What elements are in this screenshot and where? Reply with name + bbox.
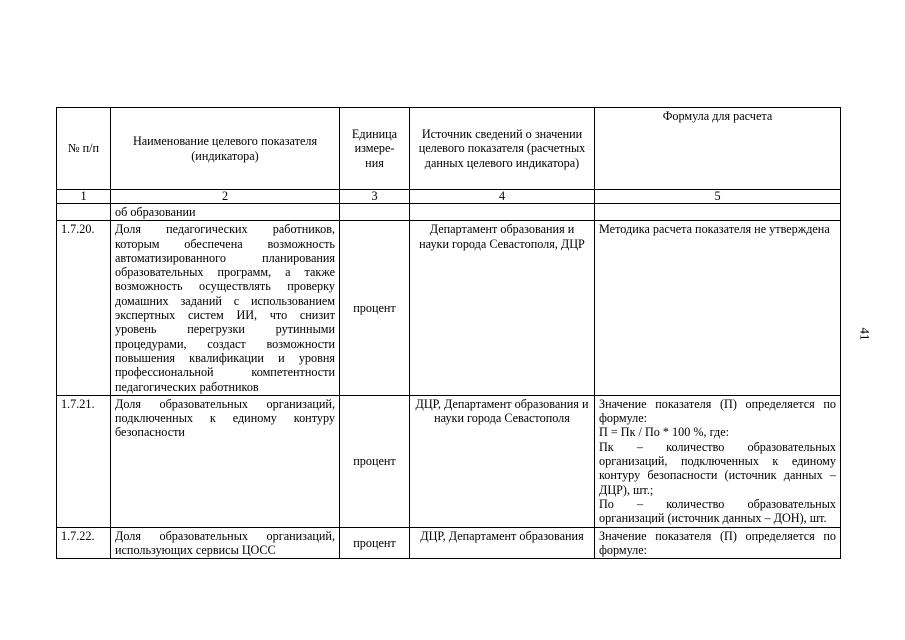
table-row xyxy=(57,527,841,559)
column-number-row xyxy=(57,190,841,204)
row-number: 1.7.21. xyxy=(57,395,111,527)
source-cell: ДЦР, Департамент образования xyxy=(410,527,595,559)
table-header-row xyxy=(57,108,841,190)
formula-cell: Методика расчета показателя не утверждена xyxy=(595,221,841,396)
formula-line: Пк – количество образовательных организаций, подключенных к единому контуру безопасности (источник данных – ДЦР), шт.; xyxy=(599,439,836,497)
row-number: 1.7.20. xyxy=(57,221,111,396)
indicator-name: Доля педагогических работников, которым обеспечена возможность автоматизированного планирования образовательных программ, а также возможность осуществлять проверку домашних заданий с использованием экспертных систем ИИ, что снизит уровень перегрузки рутинными процедурами, создаст возможности повышения квалификации и уровня профессиональной компетентности педагогических работников xyxy=(111,221,340,396)
page-number: 41 xyxy=(857,327,873,341)
header-indicator-name: Наименование целевого показателя (индикатора) xyxy=(111,108,340,190)
column-number: 2 xyxy=(111,190,340,204)
unit-cell: процент xyxy=(340,527,410,559)
source-cell: ДЦР, Департамент образования и науки города Севастополя xyxy=(410,395,595,527)
table-row xyxy=(57,221,841,396)
header-unit: Единица измере- ния xyxy=(340,108,410,190)
column-number: 1 xyxy=(57,190,111,204)
indicators-table xyxy=(56,107,841,559)
header-source: Источник сведений о значении целевого показателя (расчетных данных целевого индикатора) xyxy=(410,108,595,190)
header-number: № п/п xyxy=(57,108,111,190)
formula-line: По – количество образовательных организаций (источник данных – ДОН), шт. xyxy=(599,496,836,526)
header-formula: Формула для расчета xyxy=(595,108,841,190)
column-number: 3 xyxy=(340,190,410,204)
formula-line: П = Пк / По * 100 %, где: xyxy=(599,425,730,440)
indicator-name: Доля образовательных организаций, подключенных к единому контуру безопасности xyxy=(111,395,340,527)
indicator-name: об образовании xyxy=(111,204,340,221)
table-row xyxy=(57,395,841,527)
row-number: 1.7.22. xyxy=(57,527,111,559)
unit-cell: процент xyxy=(340,395,410,527)
column-number: 4 xyxy=(410,190,595,204)
formula-cell: Значение показателя (П) определяется по формуле: xyxy=(595,527,841,559)
column-number: 5 xyxy=(595,190,841,204)
formula-cell xyxy=(595,395,841,527)
indicator-name: Доля образовательных организаций, использующих сервисы ЦОСС xyxy=(111,527,340,559)
table-row-continuation xyxy=(57,204,841,221)
formula-line: Значение показателя (П) определяется по формуле: xyxy=(599,396,836,426)
unit-cell: процент xyxy=(340,221,410,396)
source-cell: Департамент образования и науки города Севастополя, ДЦР xyxy=(410,221,595,396)
